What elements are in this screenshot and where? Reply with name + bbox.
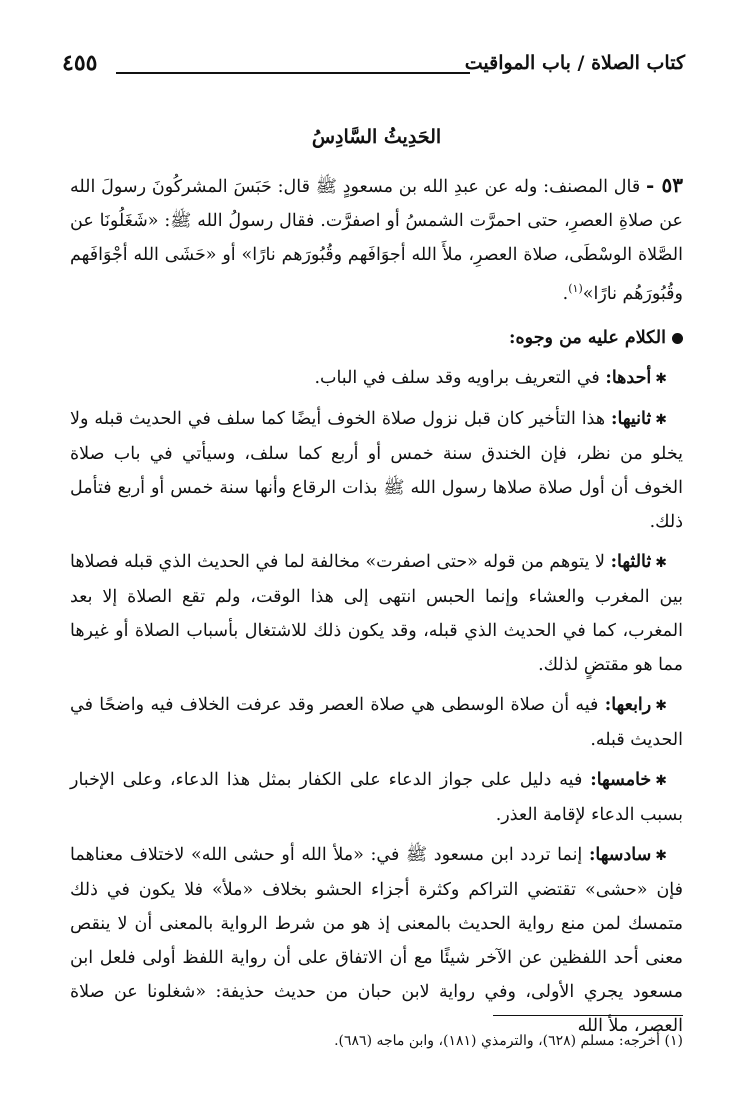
bullet-dot-icon <box>672 333 683 344</box>
point-item <box>70 402 683 539</box>
point-lead: سادسها: <box>588 844 652 865</box>
asterisk-icon: ✱ <box>655 697 667 714</box>
point-text: إنما تردد ابن مسعود ﷺ في: «ملأ الله أو حشى الله» لاختلاف معناهما فإن «حشى» تقتضي التراكم وكثرة أجزاء الحشو بخلاف «ملأ» فلا يكون في ذلك متمسك لمن منع رواية الحديث بالمعنى إذ هو من شرط الرواية بالمعنى أن لا ينقص معنى أحد اللفظين عن الآخر شيئًا مع أن الاتفاق على أن رواية اللفظ أولى فلعل ابن مسعود يجري الأولى، وفي رواية لابن حبان من حديث حذيفة: «شغلونا عن صلاة العصر، ملأ الله <box>70 844 683 1036</box>
point-text: لا يتوهم من قوله «حتى اصفرت» مخالفة لما في الحديث الذي قبله فصلاها بين المغرب والعشاء وإنما الحبس انتهى إلى هذا الوقت، ولم تقع الصلاة إلا بعد المغرب، كما في الحديث الذي قبله، وقد يكون ذلك للاشتغال بأسباب الصلاة أو غيرها مما هو مقتضٍ لذلك. <box>70 551 683 675</box>
page-number: ٤٥٥ <box>62 50 98 76</box>
header-rule <box>116 72 470 74</box>
asterisk-icon: ✱ <box>655 847 667 864</box>
point-item <box>70 763 683 832</box>
running-title: كتاب الصلاة / باب المواقيت <box>464 52 685 74</box>
discussion-heading <box>70 321 683 355</box>
hadith-paragraph <box>70 168 683 311</box>
hadith-end: . <box>562 283 569 304</box>
discussion-heading-text: الكلام عليه من وجوه: <box>509 327 666 348</box>
section-title: الحَدِيثُ السَّادِسُ <box>311 126 442 148</box>
point-text: هذا التأخير كان قبل نزول صلاة الخوف أيضًا كما سلف في الحديث قبله ولا يخلو من نظر، فإن الخندق سنة خمس أو أربع كما سلف، وسيأتي في باب صلاة الخوف أن أول صلاة صلاها رسول الله ﷺ بذات الرقاع وأنها سنة خمس أو أربع فتأمل ذلك. <box>70 408 683 532</box>
point-lead: رابعها: <box>604 694 652 715</box>
point-lead: ثانيها: <box>611 408 652 429</box>
point-text: فيه دليل على جواز الدعاء على الكفار بمثل هذا الدعاء، وعلى الإخبار بسبب الدعاء لإقامة العذر. <box>70 769 683 825</box>
footnote-rule <box>493 1015 683 1016</box>
asterisk-icon: ✱ <box>655 554 667 571</box>
point-item <box>70 688 683 757</box>
hadith-text: قال المصنف: وله عن عبدِ الله بن مسعودٍ ﷺ قال: حَبَسَ المشركُونَ رسولَ الله عن صلاةِ العصرِ، حتى احمرَّت الشمسُ أو اصفرَّت. فقال رسولُ الله ﷺ: «شَغَلُونَا عن الصَّلاة الوسْطَى، صلاة العصرِ، ملأَ الله أجوَافَهم وقُبُورَهم نارًا» أو «حَشَى الله أجْوَافَهم وقُبُورَهُم نارًا» <box>70 177 683 304</box>
point-item <box>70 545 683 682</box>
point-lead: أحدها: <box>605 367 652 388</box>
point-item <box>70 838 683 1043</box>
point-text: في التعريف براويه وقد سلف في الباب. <box>314 367 600 388</box>
asterisk-icon: ✱ <box>655 772 667 789</box>
point-lead: خامسها: <box>590 769 652 790</box>
page-body <box>70 120 683 1049</box>
footnote-ref[interactable]: (١) <box>568 282 583 295</box>
asterisk-icon: ✱ <box>655 370 667 387</box>
point-text: فيه أن صلاة الوسطى هي صلاة العصر وقد عرفت الخلاف فيه واضحًا في الحديث قبله. <box>70 694 683 750</box>
page-header <box>62 50 685 82</box>
point-lead: ثالثها: <box>610 551 652 572</box>
point-item <box>70 361 683 396</box>
footnote: (١) أخرجه: مسلم (٦٢٨)، والترمذي (١٨١)، وابن ماجه (٦٨٦). <box>334 1033 683 1049</box>
asterisk-icon: ✱ <box>655 411 667 428</box>
hadith-number: ٥٣ - <box>646 173 683 197</box>
